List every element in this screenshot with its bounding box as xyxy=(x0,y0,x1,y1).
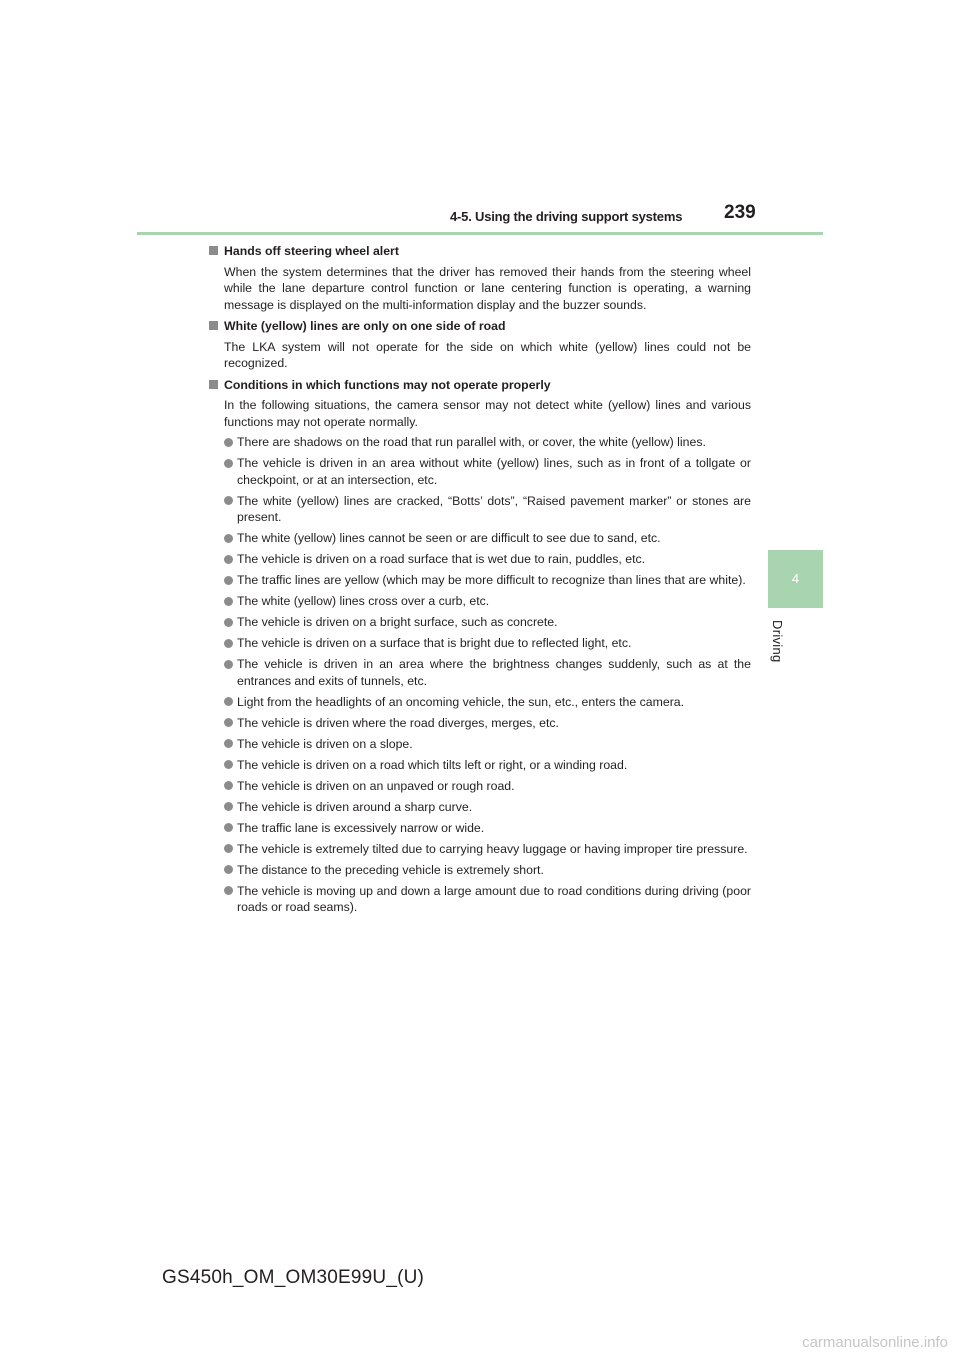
paragraph: In the following situations, the camera sensor may not detect white (yellow) lines and various functions may not operate normally. xyxy=(224,398,751,429)
circle-bullet-icon xyxy=(224,496,233,505)
circle-bullet-icon xyxy=(224,576,233,585)
list-item xyxy=(224,841,751,858)
circle-bullet-icon xyxy=(224,438,233,447)
list-item xyxy=(224,656,751,689)
list-item-text: Light from the headlights of an oncoming vehicle, the sun, etc., enters the camera. xyxy=(237,694,685,709)
list-item-text: The vehicle is driven on a bright surface, such as concrete. xyxy=(237,615,558,629)
list-item-text: The vehicle is driven in an area where the brightness changes suddenly, such as at the entrances and exits of tunnels, etc. xyxy=(237,657,751,688)
list-item xyxy=(224,694,751,711)
list-item xyxy=(224,799,751,816)
list-item-text: The vehicle is driven on a road which tilts left or right, or a winding road. xyxy=(237,757,628,772)
list-item-text: The distance to the preceding vehicle is extremely short. xyxy=(237,862,544,877)
section xyxy=(209,318,751,372)
square-bullet-icon xyxy=(209,246,218,255)
list-item xyxy=(224,434,751,451)
circle-bullet-icon xyxy=(224,844,233,853)
list-item xyxy=(224,530,751,547)
circle-bullet-icon xyxy=(224,865,233,874)
header-rule xyxy=(137,232,823,235)
list-item xyxy=(224,614,751,631)
circle-bullet-icon xyxy=(224,618,233,627)
circle-bullet-icon xyxy=(224,760,233,769)
paragraph: When the system determines that the driver has removed their hands from the steering wheel while the lane departure control function or lane centering function is operating, a warning message is displayed on the multi-information display and the buzzer sounds. xyxy=(224,264,751,312)
circle-bullet-icon xyxy=(224,639,233,648)
list-item xyxy=(224,820,751,837)
list-item-text: There are shadows on the road that run parallel with, or cover, the white (yellow) lines. xyxy=(237,435,706,449)
square-bullet-icon xyxy=(209,380,218,389)
list-item xyxy=(224,778,751,795)
circle-bullet-icon xyxy=(224,697,233,706)
list-item-text: The vehicle is driven where the road diverges, merges, etc. xyxy=(237,715,559,730)
chapter-label: Driving xyxy=(770,620,785,663)
bullet-list xyxy=(209,434,751,916)
list-item-text: The vehicle is driven on an unpaved or rough road. xyxy=(237,778,515,793)
list-item xyxy=(224,635,751,652)
section-heading-text: Conditions in which functions may not operate properly xyxy=(224,377,551,392)
watermark: carmanualsonline.info xyxy=(802,1334,948,1351)
list-item-text: The vehicle is driven on a slope. xyxy=(237,736,413,751)
square-bullet-icon xyxy=(209,321,218,330)
list-item-text: The white (yellow) lines cross over a curb, etc. xyxy=(237,594,490,608)
list-item-text: The vehicle is driven on a surface that is bright due to reflected light, etc. xyxy=(237,636,632,650)
circle-bullet-icon xyxy=(224,886,233,895)
list-item-text: The vehicle is driven in an area without white (yellow) lines, such as in front of a tollgate or checkpoint, or at an intersection, etc. xyxy=(237,456,751,487)
list-item-text: The vehicle is moving up and down a large amount due to road conditions during driving (poor roads or road seams). xyxy=(237,883,751,914)
list-item-text: The traffic lane is excessively narrow or wide. xyxy=(237,820,485,835)
running-header: 4-5. Using the driving support systems xyxy=(450,209,683,224)
list-item-text: The white (yellow) lines cannot be seen or are difficult to see due to sand, etc. xyxy=(237,531,661,545)
list-item xyxy=(224,551,751,568)
circle-bullet-icon xyxy=(224,660,233,669)
circle-bullet-icon xyxy=(224,802,233,811)
section xyxy=(209,377,751,916)
circle-bullet-icon xyxy=(224,597,233,606)
manual-code: GS450h_OM_OM30E99U_(U) xyxy=(162,1267,425,1288)
list-item xyxy=(224,883,751,916)
list-item-text: The traffic lines are yellow (which may be more difficult to recognize than lines that are white). xyxy=(237,573,746,587)
circle-bullet-icon xyxy=(224,459,233,468)
list-item-text: The vehicle is driven on a road surface that is wet due to rain, puddles, etc. xyxy=(237,552,646,566)
circle-bullet-icon xyxy=(224,555,233,564)
list-item-text: The white (yellow) lines are cracked, “Botts’ dots”, “Raised pavement marker” or stones are present. xyxy=(237,493,751,524)
circle-bullet-icon xyxy=(224,534,233,543)
section-heading-text: Hands off steering wheel alert xyxy=(224,244,399,258)
circle-bullet-icon xyxy=(224,739,233,748)
page-number: 239 xyxy=(724,202,756,223)
list-item xyxy=(224,455,751,488)
circle-bullet-icon xyxy=(224,781,233,790)
circle-bullet-icon xyxy=(224,823,233,832)
chapter-tab[interactable] xyxy=(768,550,823,608)
list-item-text: The vehicle is driven around a sharp curve. xyxy=(237,799,473,814)
section-heading-text: White (yellow) lines are only on one side of road xyxy=(224,319,506,333)
paragraph: The LKA system will not operate for the side on which white (yellow) lines could not be recognized. xyxy=(224,339,751,370)
circle-bullet-icon xyxy=(224,718,233,727)
section-heading xyxy=(209,377,751,394)
list-item xyxy=(224,736,751,753)
section-heading xyxy=(209,318,751,335)
list-item xyxy=(224,757,751,774)
list-item xyxy=(224,572,751,589)
list-item xyxy=(224,715,751,732)
list-item xyxy=(224,593,751,610)
chapter-number: 4 xyxy=(791,571,800,586)
list-item xyxy=(224,493,751,526)
page-content xyxy=(209,243,751,921)
section-heading xyxy=(209,243,751,260)
list-item-text: The vehicle is extremely tilted due to carrying heavy luggage or having improper tire pressure. xyxy=(237,841,748,856)
section xyxy=(209,243,751,313)
list-item xyxy=(224,862,751,879)
